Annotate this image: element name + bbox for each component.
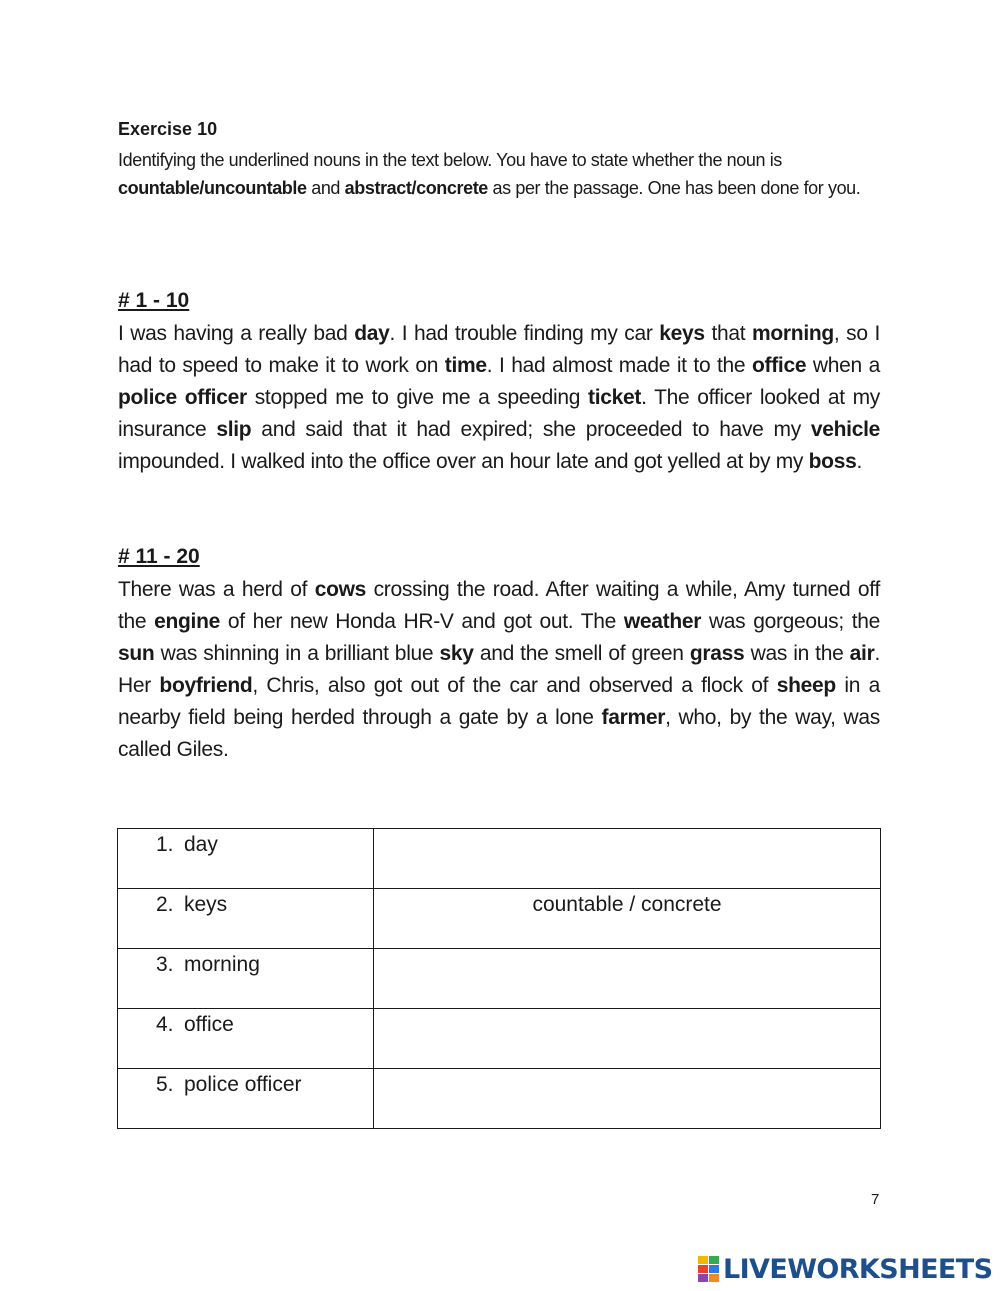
- answer-field[interactable]: [374, 829, 881, 889]
- noun-police-officer: police officer: [118, 386, 247, 409]
- noun-ticket: ticket: [588, 386, 642, 409]
- noun-sheep: sheep: [776, 674, 836, 697]
- liveworksheets-blocks-icon: [698, 1256, 720, 1282]
- brand-name: LIVEWORKSHEETS: [723, 1253, 993, 1285]
- section-heading-1-10: # 1 - 10: [118, 289, 190, 312]
- noun-cell: 3. morning: [118, 949, 374, 1009]
- noun-farmer: farmer: [601, 706, 666, 729]
- noun-weather: weather: [623, 610, 702, 633]
- noun-grass: grass: [689, 642, 745, 665]
- page-number: 7: [871, 1191, 880, 1208]
- passage-1: I was having a really bad day. I had trouble finding my car keys that morning, so I had to speed to make it to work on time. I had almost made it to the office when a police officer stopped me to give me a speeding ticket. The officer looked at my insurance slip and said that it had expired; she proceeded to have my vehicle impounded. I walked into the office over an hour late and got yelled at by my boss.: [118, 322, 881, 473]
- noun-morning: morning: [752, 322, 834, 345]
- noun-cell: 1. day: [118, 829, 374, 889]
- answer-field[interactable]: [374, 949, 881, 1009]
- exercise-instructions: Identifying the underlined nouns in the text below. You have to state whether the noun is countable/uncountable and abstract/concrete as per the passage. One has been done for you.: [118, 150, 861, 198]
- noun-cell: 5. police officer: [118, 1069, 374, 1129]
- noun-sky: sky: [439, 642, 474, 665]
- answer-field[interactable]: [374, 1069, 881, 1129]
- noun-sun: sun: [118, 642, 155, 665]
- section-heading-11-20: # 11 - 20: [118, 545, 200, 568]
- noun-time: time: [444, 354, 487, 377]
- noun-cell: 4. office: [118, 1009, 374, 1069]
- answer-field[interactable]: countable / concrete: [374, 889, 881, 949]
- noun-vehicle: vehicle: [810, 418, 881, 441]
- noun-day: day: [354, 322, 390, 345]
- liveworksheets-logo[interactable]: [698, 1252, 992, 1286]
- table-row: [118, 889, 881, 949]
- passage-2: There was a herd of cows crossing the road. After waiting a while, Amy turned off the engine of her new Honda HR-V and got out. The weather was gorgeous; the sun was shinning in a brilliant blue sky and the smell of green grass was in the air. Her boyfriend, Chris, also got out of the car and observed a flock of sheep in a nearby field being herded through a gate by a lone farmer, who, by the way, was called Giles.: [118, 578, 881, 761]
- noun-cows: cows: [314, 578, 367, 601]
- table-row: [118, 1009, 881, 1069]
- table-row: [118, 829, 881, 889]
- noun-slip: slip: [216, 418, 252, 441]
- table-row: [118, 1069, 881, 1129]
- table-row: [118, 949, 881, 1009]
- answer-table: [117, 828, 881, 1129]
- noun-boyfriend: boyfriend: [159, 674, 253, 697]
- noun-engine: engine: [154, 610, 221, 633]
- noun-office: office: [752, 354, 807, 377]
- answer-field[interactable]: [374, 1009, 881, 1069]
- noun-keys: keys: [659, 322, 705, 345]
- noun-air: air: [849, 642, 875, 665]
- noun-boss: boss: [808, 450, 857, 473]
- exercise-title: Exercise 10: [118, 119, 218, 139]
- noun-cell: 2. keys: [118, 889, 374, 949]
